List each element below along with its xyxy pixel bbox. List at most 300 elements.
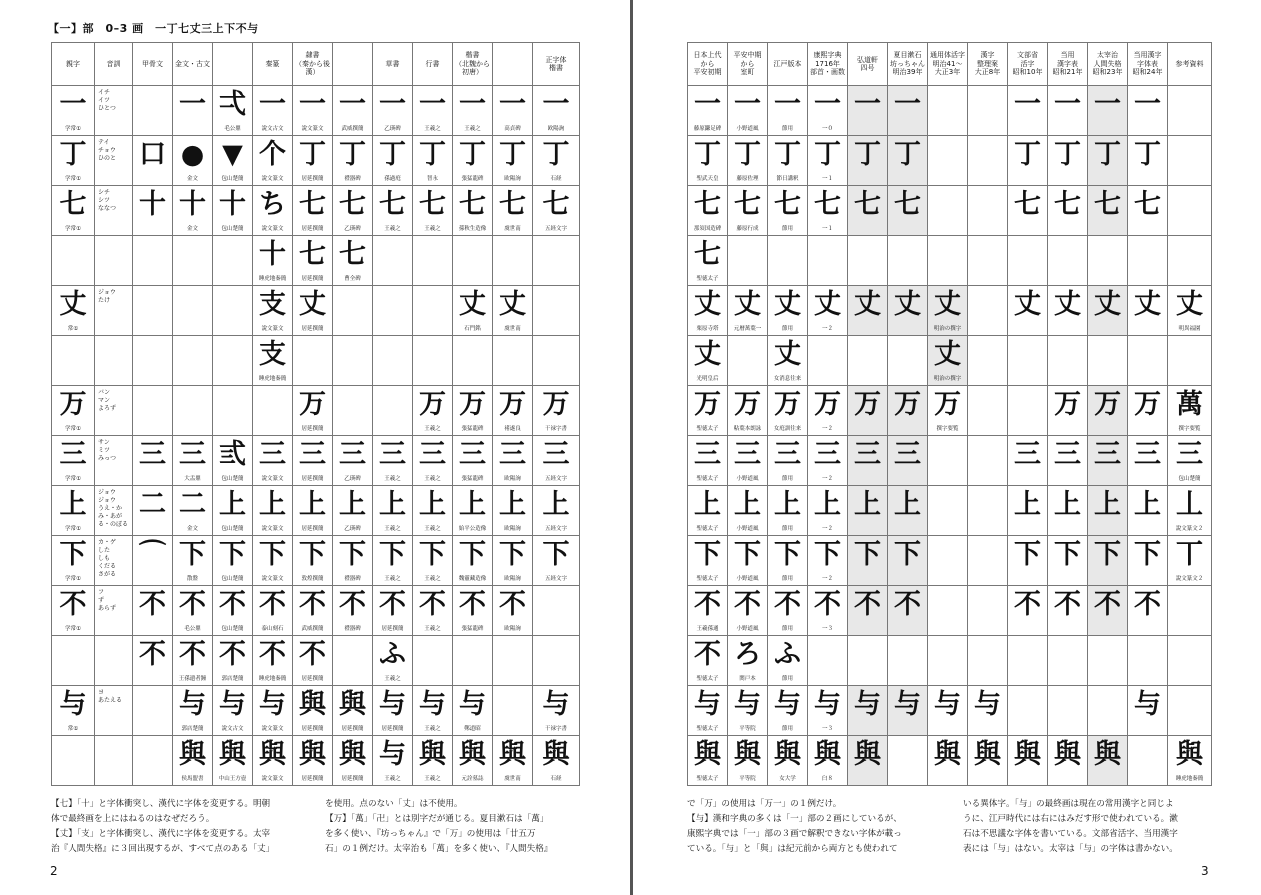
glyph: 與 [1054, 739, 1081, 770]
glyph-cell [1048, 436, 1088, 486]
glyph-cell [253, 636, 293, 686]
glyph-source-caption: 節用 [781, 476, 793, 482]
glyph-source-caption: 藤原佐理 [736, 176, 759, 182]
glyph: 一 [774, 89, 801, 120]
glyph-cell [293, 286, 333, 336]
glyph: 丁 [419, 139, 446, 170]
glyph-source-caption: 撰字要覧 [936, 426, 959, 432]
glyph: 个 [259, 139, 286, 170]
glyph-cell [1048, 236, 1088, 286]
glyph-cell [373, 486, 413, 536]
glyph: 三 [339, 439, 366, 470]
glyph-source-caption: 說文古文 [261, 126, 284, 132]
note-line: 石は不思議な字体を書いている。文部省活字、当用漢字 [963, 829, 1178, 839]
column-header: 参考資料 [1168, 43, 1212, 86]
glyph: 丁 [499, 139, 526, 170]
reading-cell [95, 136, 133, 186]
glyph-source-caption: 郭店楚簡 [221, 676, 244, 682]
glyph: 下 [1094, 539, 1121, 570]
glyph-cell [373, 186, 413, 236]
glyph-source-caption: 光明皇后 [696, 376, 719, 382]
glyph-cell [333, 586, 373, 636]
glyph-cell [213, 686, 253, 736]
glyph-cell [1088, 436, 1128, 486]
glyph: 下 [894, 539, 921, 570]
column-header: 草書 [373, 43, 413, 86]
glyph: 一 [694, 89, 721, 120]
glyph-cell [1088, 186, 1128, 236]
glyph-cell [888, 286, 928, 336]
glyph-cell [493, 536, 533, 586]
glyph: ⌒ [139, 539, 166, 570]
glyph: 三 [1054, 439, 1081, 470]
glyph-cell [1008, 536, 1048, 586]
glyph-cell [728, 386, 768, 436]
glyph-cell [373, 236, 413, 286]
glyph: 三 [299, 439, 326, 470]
glyph: 下 [379, 539, 406, 570]
glyph-cell [173, 236, 213, 286]
glyph-cell [493, 336, 533, 386]
glyph: 丈 [1014, 289, 1041, 320]
glyph: 三 [1014, 439, 1041, 470]
glyph-cell [333, 636, 373, 686]
glyph-cell [888, 336, 928, 386]
glyph: 三 [139, 439, 166, 470]
glyph-source-caption: 睡虎地秦簡 [258, 376, 287, 382]
glyph-source-caption: 一２ [821, 426, 833, 432]
glyph: 萬 [1176, 389, 1203, 420]
note-line: 体で最終画を上にはねるのはなぜだろう。 [51, 814, 215, 824]
glyph: 一 [299, 89, 326, 120]
glyph-cell [768, 586, 808, 636]
glyph-cell [848, 636, 888, 686]
glyph: 一 [814, 89, 841, 120]
glyph-cell [413, 686, 453, 736]
glyph-source-caption: 王羲之 [424, 226, 441, 232]
table-row [52, 486, 580, 536]
table-row [52, 536, 580, 586]
glyph-cell [928, 186, 968, 236]
glyph-cell [453, 236, 493, 286]
glyph: 丁 [1054, 139, 1081, 170]
glyph-cell [768, 186, 808, 236]
glyph-cell [293, 486, 333, 536]
glyph-cell [888, 486, 928, 536]
glyph: 三 [1094, 439, 1121, 470]
glyph-source-caption: 毛公鼎 [184, 626, 201, 632]
glyph-cell [533, 136, 580, 186]
table-row [688, 736, 1212, 786]
glyph: 七 [419, 189, 446, 220]
reading-cell [95, 486, 133, 536]
glyph-cell [1128, 386, 1168, 436]
glyph-source-caption: 說文篆文 [301, 126, 324, 132]
reading-cell [95, 286, 133, 336]
glyph-source-caption: 禮器碑 [344, 176, 361, 182]
headword-category: 学常① [65, 526, 81, 532]
reading-cell [95, 336, 133, 386]
glyph: 不 [774, 589, 801, 620]
glyph-source-caption: 王羲之 [424, 426, 441, 432]
glyph-source-caption: 干禄字書 [544, 426, 567, 432]
glyph: 不 [299, 639, 326, 670]
glyph-cell [253, 436, 293, 486]
glyph-source-caption: 說文篆文 [261, 726, 284, 732]
glyph-cell [133, 286, 173, 336]
glyph-source-caption: 孫過庭 [384, 176, 401, 182]
table-row [52, 86, 580, 136]
glyph-cell [888, 386, 928, 436]
glyph-source-caption: 五経文字 [544, 526, 567, 532]
glyph-cell [533, 536, 580, 586]
reading-text: ジョウ たけ [98, 289, 116, 304]
headword-glyph: 七 [59, 189, 87, 220]
glyph: 七 [459, 189, 486, 220]
glyph-cell [1048, 536, 1088, 586]
glyph-cell [888, 736, 928, 786]
glyph: 七 [694, 239, 721, 270]
glyph-source-caption: 睡虎地秦簡 [258, 276, 287, 282]
glyph-cell [928, 136, 968, 186]
glyph-cell [808, 486, 848, 536]
glyph-cell [888, 436, 928, 486]
glyph-source-caption: 石門銘 [464, 326, 481, 332]
column-header: 当用漢字 字体表 昭和24年 [1128, 43, 1168, 86]
glyph-cell [453, 136, 493, 186]
glyph-cell [1048, 386, 1088, 436]
glyph: 与 [179, 689, 206, 720]
glyph-cell [133, 436, 173, 486]
glyph-cell [413, 286, 453, 336]
glyph-cell [848, 586, 888, 636]
glyph: 一 [1054, 89, 1081, 120]
glyph-cell [1088, 136, 1128, 186]
glyph: 一 [379, 89, 406, 120]
glyph-cell [293, 336, 333, 386]
glyph-cell [1088, 686, 1128, 736]
glyph-cell [968, 686, 1008, 736]
glyph: 不 [379, 589, 406, 620]
headword-glyph: 万 [59, 389, 87, 420]
glyph-source-caption: 居延撰簡 [301, 676, 324, 682]
glyph-source-caption: 乙瑛碑 [384, 126, 401, 132]
glyph: 与 [379, 739, 406, 770]
glyph-cell [133, 136, 173, 186]
note-line: 治『人間失格』に３回出現するが、すべて点のある「丈」 [51, 844, 275, 854]
glyph: 丈 [894, 289, 921, 320]
note-line: 【七】「十」と字体衝突し、漢代に字体を変更する。明朝 [51, 799, 271, 809]
glyph-cell [768, 686, 808, 736]
notes-right-col1 [687, 797, 952, 857]
glyph: 丁 [734, 139, 761, 170]
reading-text: イチ イツ ひとつ [98, 89, 116, 112]
glyph-cell [173, 386, 213, 436]
glyph: 万 [734, 389, 761, 420]
glyph-cell [373, 386, 413, 436]
glyph-cell [768, 136, 808, 186]
glyph: 七 [774, 189, 801, 220]
glyph: 与 [934, 689, 961, 720]
glyph-source-caption: 中山王方壺 [218, 776, 247, 782]
glyph: 丁 [1134, 139, 1161, 170]
glyph-cell [533, 586, 580, 636]
glyph: 一 [854, 89, 881, 120]
glyph-cell [1088, 386, 1128, 436]
glyph-cell [173, 486, 213, 536]
glyph-cell [688, 586, 728, 636]
glyph: 上 [1094, 489, 1121, 520]
left-character-table [51, 42, 580, 786]
glyph: 与 [734, 689, 761, 720]
glyph: 与 [854, 689, 881, 720]
glyph-cell [968, 436, 1008, 486]
glyph: 丁 [814, 139, 841, 170]
glyph-cell [533, 236, 580, 286]
glyph-source-caption: 王羲之 [424, 126, 441, 132]
headword-category: 常① [67, 726, 79, 732]
glyph: 不 [1134, 589, 1161, 620]
glyph-source-caption: 敦煌撰簡 [301, 576, 324, 582]
glyph: 万 [419, 389, 446, 420]
headword-glyph: 不 [59, 589, 87, 620]
headword-category: 学常① [65, 126, 81, 132]
glyph: 與 [179, 739, 206, 770]
glyph-cell [293, 86, 333, 136]
glyph-cell [808, 386, 848, 436]
glyph-cell [768, 486, 808, 536]
glyph-source-caption: 五経文字 [544, 226, 567, 232]
glyph-cell [808, 636, 848, 686]
glyph-cell [688, 286, 728, 336]
glyph: 七 [339, 189, 366, 220]
glyph-cell [213, 586, 253, 636]
headword-category: 常① [67, 326, 79, 332]
glyph-cell [1048, 686, 1088, 736]
glyph-source-caption: 居延撰簡 [341, 776, 364, 782]
glyph-cell [728, 186, 768, 236]
glyph-cell [493, 386, 533, 436]
glyph-cell [808, 336, 848, 386]
glyph-cell [173, 186, 213, 236]
glyph-cell [213, 236, 253, 286]
glyph: 一 [179, 89, 206, 120]
glyph: 七 [542, 189, 570, 220]
glyph-source-caption: 睡虎地秦簡 [1175, 776, 1204, 782]
headword-cell [52, 486, 95, 536]
glyph-source-caption: 侯馬盟書 [181, 776, 204, 782]
glyph: 弌 [219, 89, 246, 120]
glyph: 丈 [694, 339, 721, 370]
reading-cell [95, 736, 133, 786]
notes-left-col2 [325, 797, 585, 857]
glyph-cell [1088, 236, 1128, 286]
glyph-cell [1008, 186, 1048, 236]
glyph-cell [1168, 236, 1212, 286]
glyph-source-caption: 撰字要覧 [1178, 426, 1201, 432]
glyph: 下 [854, 539, 881, 570]
glyph: 不 [259, 589, 286, 620]
glyph: 万 [299, 389, 326, 420]
notes-right-col2 [963, 797, 1231, 857]
glyph-cell [253, 386, 293, 436]
glyph-cell [768, 436, 808, 486]
page-number-right: 3 [1201, 864, 1209, 878]
glyph: 一 [542, 89, 570, 120]
glyph-source-caption: 虞世南 [504, 326, 521, 332]
glyph: 不 [339, 589, 366, 620]
glyph: 一 [894, 89, 921, 120]
glyph-source-caption: 武威撰簡 [301, 626, 324, 632]
glyph: 不 [1014, 589, 1041, 620]
glyph-cell [928, 636, 968, 686]
glyph-cell [253, 186, 293, 236]
glyph: 一 [459, 89, 486, 120]
glyph-cell [848, 236, 888, 286]
glyph: 上 [499, 489, 526, 520]
glyph-cell [453, 486, 493, 536]
glyph-source-caption: 石経 [550, 176, 562, 182]
column-header: 通用体活字 明治41～ 大正3年 [928, 43, 968, 86]
glyph: 万 [814, 389, 841, 420]
glyph-cell [173, 586, 213, 636]
glyph: 上 [1014, 489, 1041, 520]
glyph-cell [1048, 336, 1088, 386]
glyph-cell [253, 736, 293, 786]
glyph-cell [688, 136, 728, 186]
headword-glyph: 丈 [59, 289, 87, 320]
reading-cell [95, 686, 133, 736]
glyph-source-caption: 小野道風 [736, 476, 759, 482]
glyph-source-caption: 聖徳太子 [696, 526, 719, 532]
glyph: 丁 [1094, 139, 1121, 170]
glyph-source-caption: 王羲之 [424, 576, 441, 582]
glyph-cell [1168, 136, 1212, 186]
glyph: 不 [139, 589, 166, 620]
glyph-source-caption: 明治の撰字 [933, 326, 962, 332]
glyph-source-caption: 金文 [186, 176, 198, 182]
glyph-cell [808, 536, 848, 586]
glyph-source-caption: 毛公鼎 [224, 126, 241, 132]
glyph-cell [888, 236, 928, 286]
glyph: 上 [774, 489, 801, 520]
glyph-cell [493, 186, 533, 236]
glyph: ふ [774, 639, 801, 670]
glyph-cell [293, 436, 333, 486]
glyph-source-caption: 欧陽詢 [504, 176, 521, 182]
glyph-source-caption: 節用 [781, 526, 793, 532]
glyph-cell [413, 136, 453, 186]
headword-cell [52, 586, 95, 636]
glyph-cell [293, 536, 333, 586]
glyph: ● [180, 139, 205, 170]
glyph-cell [728, 686, 768, 736]
glyph-cell [493, 586, 533, 636]
glyph-cell [1128, 336, 1168, 386]
glyph: 万 [459, 389, 486, 420]
glyph-source-caption: 包山楚簡 [1178, 476, 1201, 482]
glyph-cell [1008, 736, 1048, 786]
headword-cell [52, 136, 95, 186]
glyph-cell [293, 636, 333, 686]
glyph: ふ [379, 639, 406, 670]
glyph: 丁 [894, 139, 921, 170]
glyph-source-caption: 女庭訓往来 [773, 426, 802, 432]
glyph-cell [213, 436, 253, 486]
glyph: 不 [219, 639, 246, 670]
glyph-cell [1008, 236, 1048, 286]
glyph-source-caption: 王羲之 [384, 476, 401, 482]
glyph-cell [373, 86, 413, 136]
glyph-source-caption: 粘葉本朗詠 [733, 426, 762, 432]
note-line: を使用。点のない「丈」は不使用。 [325, 799, 463, 809]
glyph-cell [213, 186, 253, 236]
glyph-cell [213, 286, 253, 336]
glyph-source-caption: 說文篆文 [261, 176, 284, 182]
glyph-cell [1168, 336, 1212, 386]
glyph-source-caption: 說文篆文 [261, 226, 284, 232]
glyph-cell [413, 86, 453, 136]
reading-cell [95, 536, 133, 586]
glyph-cell [173, 536, 213, 586]
glyph-source-caption: 居延撰簡 [301, 276, 324, 282]
glyph: 下 [499, 539, 526, 570]
glyph-cell [968, 286, 1008, 336]
glyph: 不 [219, 589, 246, 620]
headword-cell [52, 736, 95, 786]
glyph-cell [728, 86, 768, 136]
glyph-source-caption: 聖徳太子 [696, 576, 719, 582]
glyph-cell [293, 136, 333, 186]
glyph-cell [1008, 586, 1048, 636]
glyph-cell [413, 336, 453, 386]
glyph-cell [1168, 586, 1212, 636]
glyph-cell [928, 386, 968, 436]
glyph-cell [1088, 286, 1128, 336]
column-header: 隷書 （秦から後漢） [293, 43, 333, 86]
column-header: 親字 [52, 43, 95, 86]
column-header [333, 43, 373, 86]
glyph: 下 [259, 539, 286, 570]
glyph-source-caption: 平等院 [739, 776, 756, 782]
glyph: 一 [499, 89, 526, 120]
column-header: 太宰治 人間失格 昭和23年 [1088, 43, 1128, 86]
glyph-source-caption: 包山楚簡 [221, 176, 244, 182]
glyph-source-caption: 說文篆文２ [1175, 526, 1204, 532]
glyph-cell [728, 636, 768, 686]
table-row [688, 486, 1212, 536]
glyph: 丈 [299, 289, 326, 320]
note-line: 【万】「萬」「卍」とは別字だが通じる。夏目漱石は「萬」 [325, 814, 549, 824]
reading-cell [95, 436, 133, 486]
glyph-cell [173, 636, 213, 686]
left-page [0, 0, 630, 895]
glyph-cell [848, 386, 888, 436]
glyph-source-caption: 張猛龍碑 [461, 476, 484, 482]
glyph-cell [373, 636, 413, 686]
glyph: 丈 [774, 339, 801, 370]
glyph-source-caption: 王羲之 [424, 476, 441, 482]
glyph: 一 [1014, 89, 1041, 120]
column-header: 正字体 楷書 [533, 43, 580, 86]
glyph-source-caption: 聖徳太子 [696, 676, 719, 682]
glyph-source-caption: 一１ [821, 226, 833, 232]
table-row [52, 186, 580, 236]
glyph: 三 [542, 439, 570, 470]
table-row [52, 386, 580, 436]
column-header: 日本上代 から 平安初期 [688, 43, 728, 86]
glyph-cell [928, 336, 968, 386]
